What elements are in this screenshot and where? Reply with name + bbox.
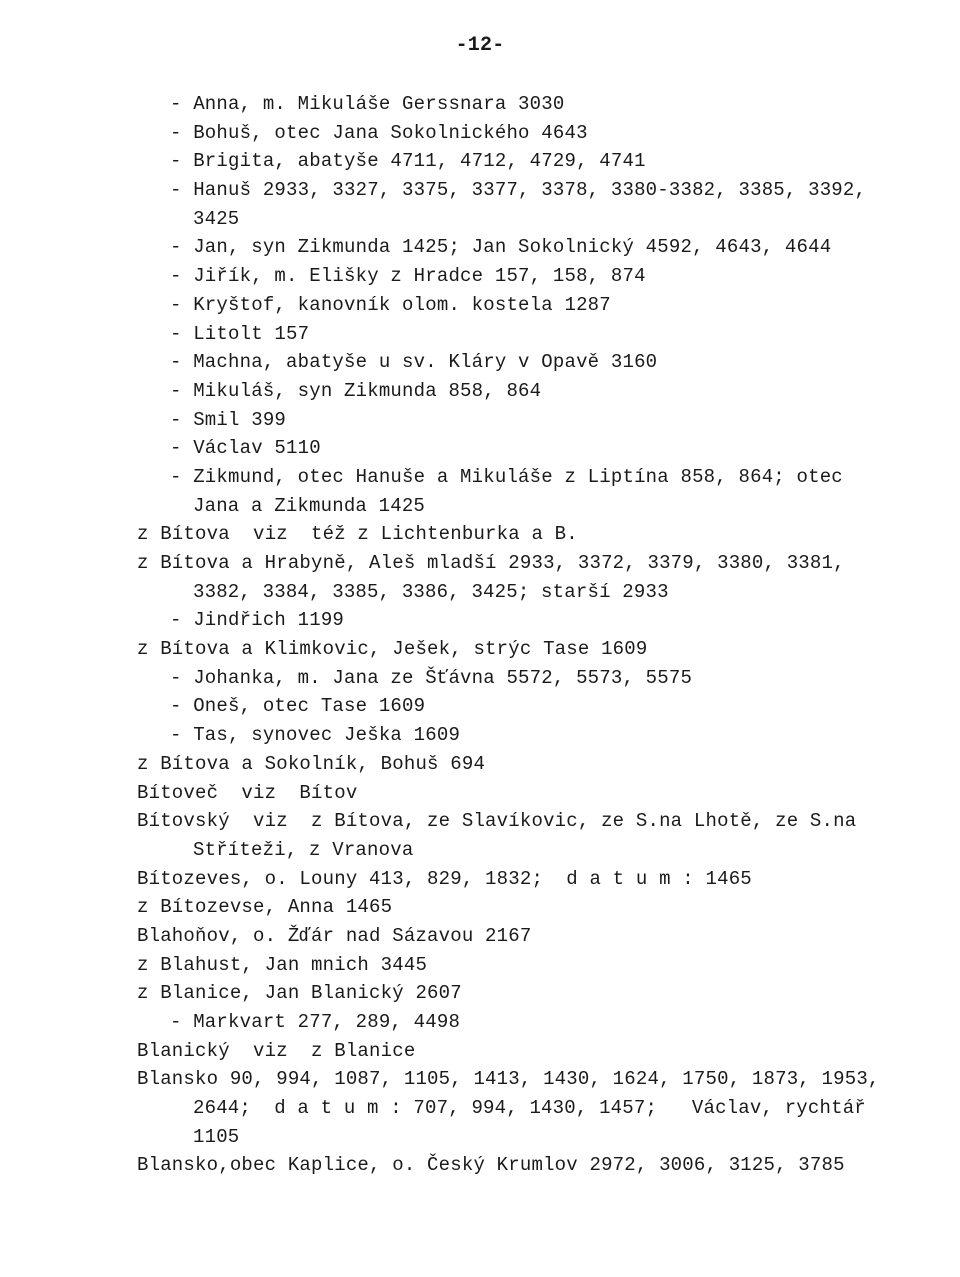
index-subentry: - Markvart 277, 289, 4498 — [170, 1011, 461, 1033]
page-number: -12- — [455, 34, 505, 57]
index-entry: z Blanice, Jan Blanický 2607 — [137, 982, 462, 1005]
index-subentry: - Zikmund, otec Hanuše a Mikuláše z Liptína 858, 864; otec — [170, 465, 843, 488]
index-continuation: 1105 — [193, 1125, 240, 1148]
index-subentry: - Smil 399 — [170, 408, 287, 431]
index-entry: Bítozeves, o. Louny 413, 829, 1832; d a t u m : 1465 — [137, 867, 752, 890]
index-subentry: - Hanuš 2933, 3327, 3375, 3377, 3378, 3380-3382, 3385, 3392, — [170, 179, 867, 202]
index-entry: Blansko 90, 994, 1087, 1105, 1413, 1430, 1624, 1750, 1873, 1953, — [137, 1068, 880, 1091]
index-entry: z Bítova a Sokolník, Bohuš 694 — [137, 752, 486, 775]
index-continuation: 3425 — [193, 207, 240, 230]
index-entry: Blahoňov, o. Žďár nad Sázavou 2167 — [137, 924, 532, 947]
index-entry: z Bítova a Klimkovic, Ješek, strýc Tase 1609 — [137, 638, 648, 661]
index-entry: z Bítova viz též z Lichtenburka a B. — [137, 523, 578, 546]
index-subentry: - Tas, synovec Ješka 1609 — [170, 724, 461, 747]
index-subentry: - Brigita, abatyše 4711, 4712, 4729, 4741 — [170, 150, 646, 173]
index-entry: z Blahust, Jan mnich 3445 — [137, 953, 428, 976]
index-entry: Bítovský viz z Bítova, ze Slavíkovic, ze S.na Lhotě, ze S.na — [137, 810, 857, 833]
index-subentry: - Litolt 157 — [170, 322, 310, 345]
index-subentry: - Mikuláš, syn Zikmunda 858, 864 — [170, 379, 542, 402]
index-entry: Bítoveč viz Bítov — [137, 781, 358, 804]
index-continuation: Jana a Zikmunda 1425 — [193, 494, 426, 517]
index-subentry: - Kryštof, kanovník olom. kostela 1287 — [170, 293, 611, 316]
index-entry: Blanický viz z Blanice — [137, 1039, 416, 1062]
index-subentry: - Jindřich 1199 — [170, 609, 345, 632]
index-entries — [0, 90, 960, 1180]
index-subentry: - Johanka, m. Jana ze Šťávna 5572, 5573, 5575 — [170, 666, 693, 689]
index-subentry: - Jiřík, m. Elišky z Hradce 157, 158, 874 — [170, 265, 646, 288]
index-subentry: - Bohuš, otec Jana Sokolnického 4643 — [170, 121, 588, 144]
index-continuation: 3382, 3384, 3385, 3386, 3425; starší 2933 — [193, 580, 669, 603]
index-entry: Blansko,obec Kaplice, o. Český Krumlov 2972, 3006, 3125, 3785 — [137, 1154, 845, 1177]
index-continuation: Stříteži, z Vranova — [193, 838, 414, 861]
index-continuation: 2644; d a t u m : 707, 994, 1430, 1457; Václav, rychtář — [193, 1097, 866, 1120]
index-subentry: - Anna, m. Mikuláše Gerssnara 3030 — [170, 93, 565, 115]
index-subentry: - Machna, abatyše u sv. Kláry v Opavě 3160 — [170, 351, 658, 374]
index-subentry: - Jan, syn Zikmunda 1425; Jan Sokolnický 4592, 4643, 4644 — [170, 236, 832, 259]
index-subentry: - Václav 5110 — [170, 437, 321, 460]
index-entry: z Bítozevse, Anna 1465 — [137, 896, 393, 919]
index-entry: z Bítova a Hrabyně, Aleš mladší 2933, 3372, 3379, 3380, 3381, — [137, 552, 845, 574]
index-subentry: - Oneš, otec Tase 1609 — [170, 695, 426, 718]
